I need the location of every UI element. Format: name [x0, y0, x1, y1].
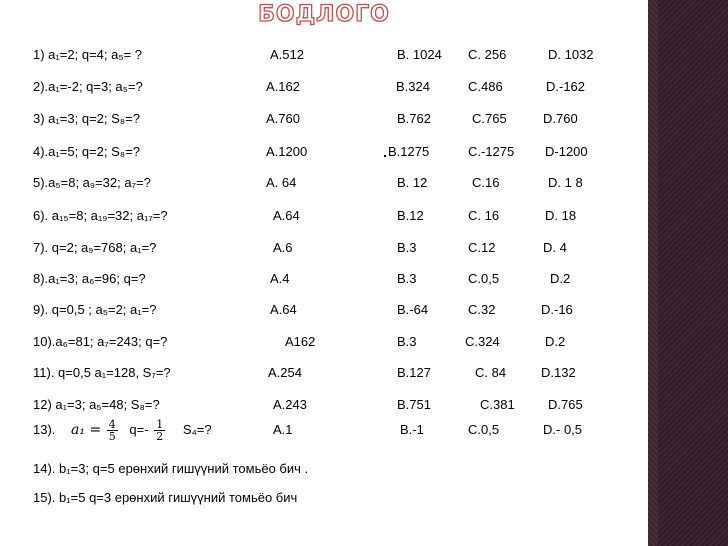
answer-d: D. 1 8	[548, 175, 583, 190]
answer-d: D. 18	[545, 208, 577, 223]
answer-a: A.1200	[266, 144, 308, 159]
q-label: q=-	[129, 422, 149, 437]
question: 3) a₁=3; q=2; S₈=?	[33, 111, 140, 126]
answer-c: C.-1275	[468, 144, 515, 159]
answer-a: A.162	[266, 79, 300, 94]
answer-b: B.3	[397, 240, 417, 255]
fraction-numerator: 4	[108, 418, 116, 432]
question: 2).a₁=-2; q=3; a₅=?	[33, 79, 143, 94]
fraction-numerator: 1	[156, 418, 164, 432]
fraction-a1	[107, 419, 118, 442]
answer-b: B.-1	[400, 422, 424, 437]
decorative-stripe-overlay	[658, 0, 728, 546]
question: 14). b₁=3; q=5 ерөнхий гишүүний томьёо бич .	[33, 461, 309, 476]
answer-d: D.132	[541, 365, 576, 380]
question: 1) a₁=2; q=4; a₅= ?	[33, 47, 143, 62]
stray-mark	[384, 155, 386, 157]
answer-c: C.0,5	[468, 271, 500, 286]
answer-a: A162	[285, 334, 316, 349]
problem-row	[0, 268, 648, 290]
answer-b: B.3	[397, 334, 417, 349]
question: 10).a₆=81; a₇=243; q=?	[33, 334, 168, 349]
s4-label: S₄=?	[182, 422, 212, 437]
answer-d: D.2	[550, 271, 571, 286]
answer-a: A.243	[273, 397, 307, 412]
answer-b: B.3	[397, 271, 417, 286]
question: 7). q=2; a₉=768; a₁=?	[33, 240, 157, 255]
question: 8).a₁=3; a₆=96; q=?	[33, 271, 146, 286]
problem-row	[0, 299, 648, 321]
question: 9). q=0,5 ; a₅=2; a₁=?	[33, 302, 157, 317]
problem-row	[0, 141, 648, 163]
formula-a1	[71, 422, 101, 438]
answer-c: C.324	[465, 334, 500, 349]
problem-row	[0, 394, 648, 416]
answer-b: B.127	[397, 365, 431, 380]
question: 4).a₁=5; q=2; S₈=?	[33, 144, 140, 159]
question	[33, 419, 212, 442]
problem-row	[0, 205, 648, 227]
answer-c: C.486	[468, 79, 503, 94]
answer-a: A.6	[273, 240, 293, 255]
problem-row	[0, 172, 648, 194]
answer-c: C.381	[480, 397, 515, 412]
fraction-denominator: 5	[108, 430, 116, 444]
problem-row-13	[0, 418, 648, 444]
question: 15). b₁=5 q=3 ерөнхий гишүүний томьёо бич	[33, 490, 298, 505]
question-number: 13).	[33, 422, 56, 437]
answer-b: B. 12	[397, 175, 428, 190]
answer-d: D.2	[545, 334, 566, 349]
answer-b: B.12	[397, 208, 424, 223]
answer-b: B. 1024	[397, 47, 442, 62]
answer-d: D.- 0,5	[543, 422, 583, 437]
answer-c: C. 256	[468, 47, 507, 62]
answer-b: B.-64	[397, 302, 429, 317]
answer-d: D.760	[543, 111, 578, 126]
answer-d: D.-162	[546, 79, 586, 94]
answer-c: C.32	[468, 302, 496, 317]
page-title: БОДЛОГО	[258, 2, 390, 27]
answer-d: D-1200	[545, 144, 588, 159]
problem-row	[0, 76, 648, 98]
answer-b: B.751	[397, 397, 431, 412]
answer-c: C. 16	[468, 208, 500, 223]
problem-row	[0, 237, 648, 259]
question: 12) a₁=3; a₅=48; S₈=?	[33, 397, 160, 412]
question: 5).a₅=8; a₉=32; a₇=?	[33, 175, 151, 190]
answer-d: D. 4	[543, 240, 567, 255]
answer-d: D.765	[548, 397, 583, 412]
answer-b: B.324	[396, 79, 430, 94]
answer-b: B.762	[397, 111, 431, 126]
question: 11). q=0,5 a₁=128, S₇=?	[33, 365, 171, 380]
fraction-q	[154, 419, 165, 442]
question: 6). a₁₅=8; a₁₉=32; a₁₇=?	[33, 208, 168, 223]
a1-label: a₁ =	[71, 422, 102, 438]
answer-a: A.64	[273, 208, 300, 223]
answer-a: A.512	[270, 47, 304, 62]
answer-c: C.16	[472, 175, 500, 190]
problem-row	[0, 108, 648, 130]
answer-c: C.12	[468, 240, 496, 255]
answer-a: A.1	[273, 422, 293, 437]
answer-b: B.1275	[388, 144, 430, 159]
answer-a: A.4	[270, 271, 290, 286]
problem-row	[0, 44, 648, 66]
answer-d: D. 1032	[548, 47, 594, 62]
problem-row	[0, 362, 648, 384]
answer-c: C. 84	[475, 365, 507, 380]
problem-row	[0, 331, 648, 353]
answer-a: A. 64	[266, 175, 297, 190]
answer-c: C.765	[472, 111, 507, 126]
answer-c: C.0,5	[468, 422, 500, 437]
answer-a: A.760	[266, 111, 300, 126]
answer-d: D.-16	[541, 302, 573, 317]
fraction-denominator: 2	[156, 430, 164, 444]
answer-a: A.64	[270, 302, 297, 317]
answer-a: A.254	[268, 365, 302, 380]
